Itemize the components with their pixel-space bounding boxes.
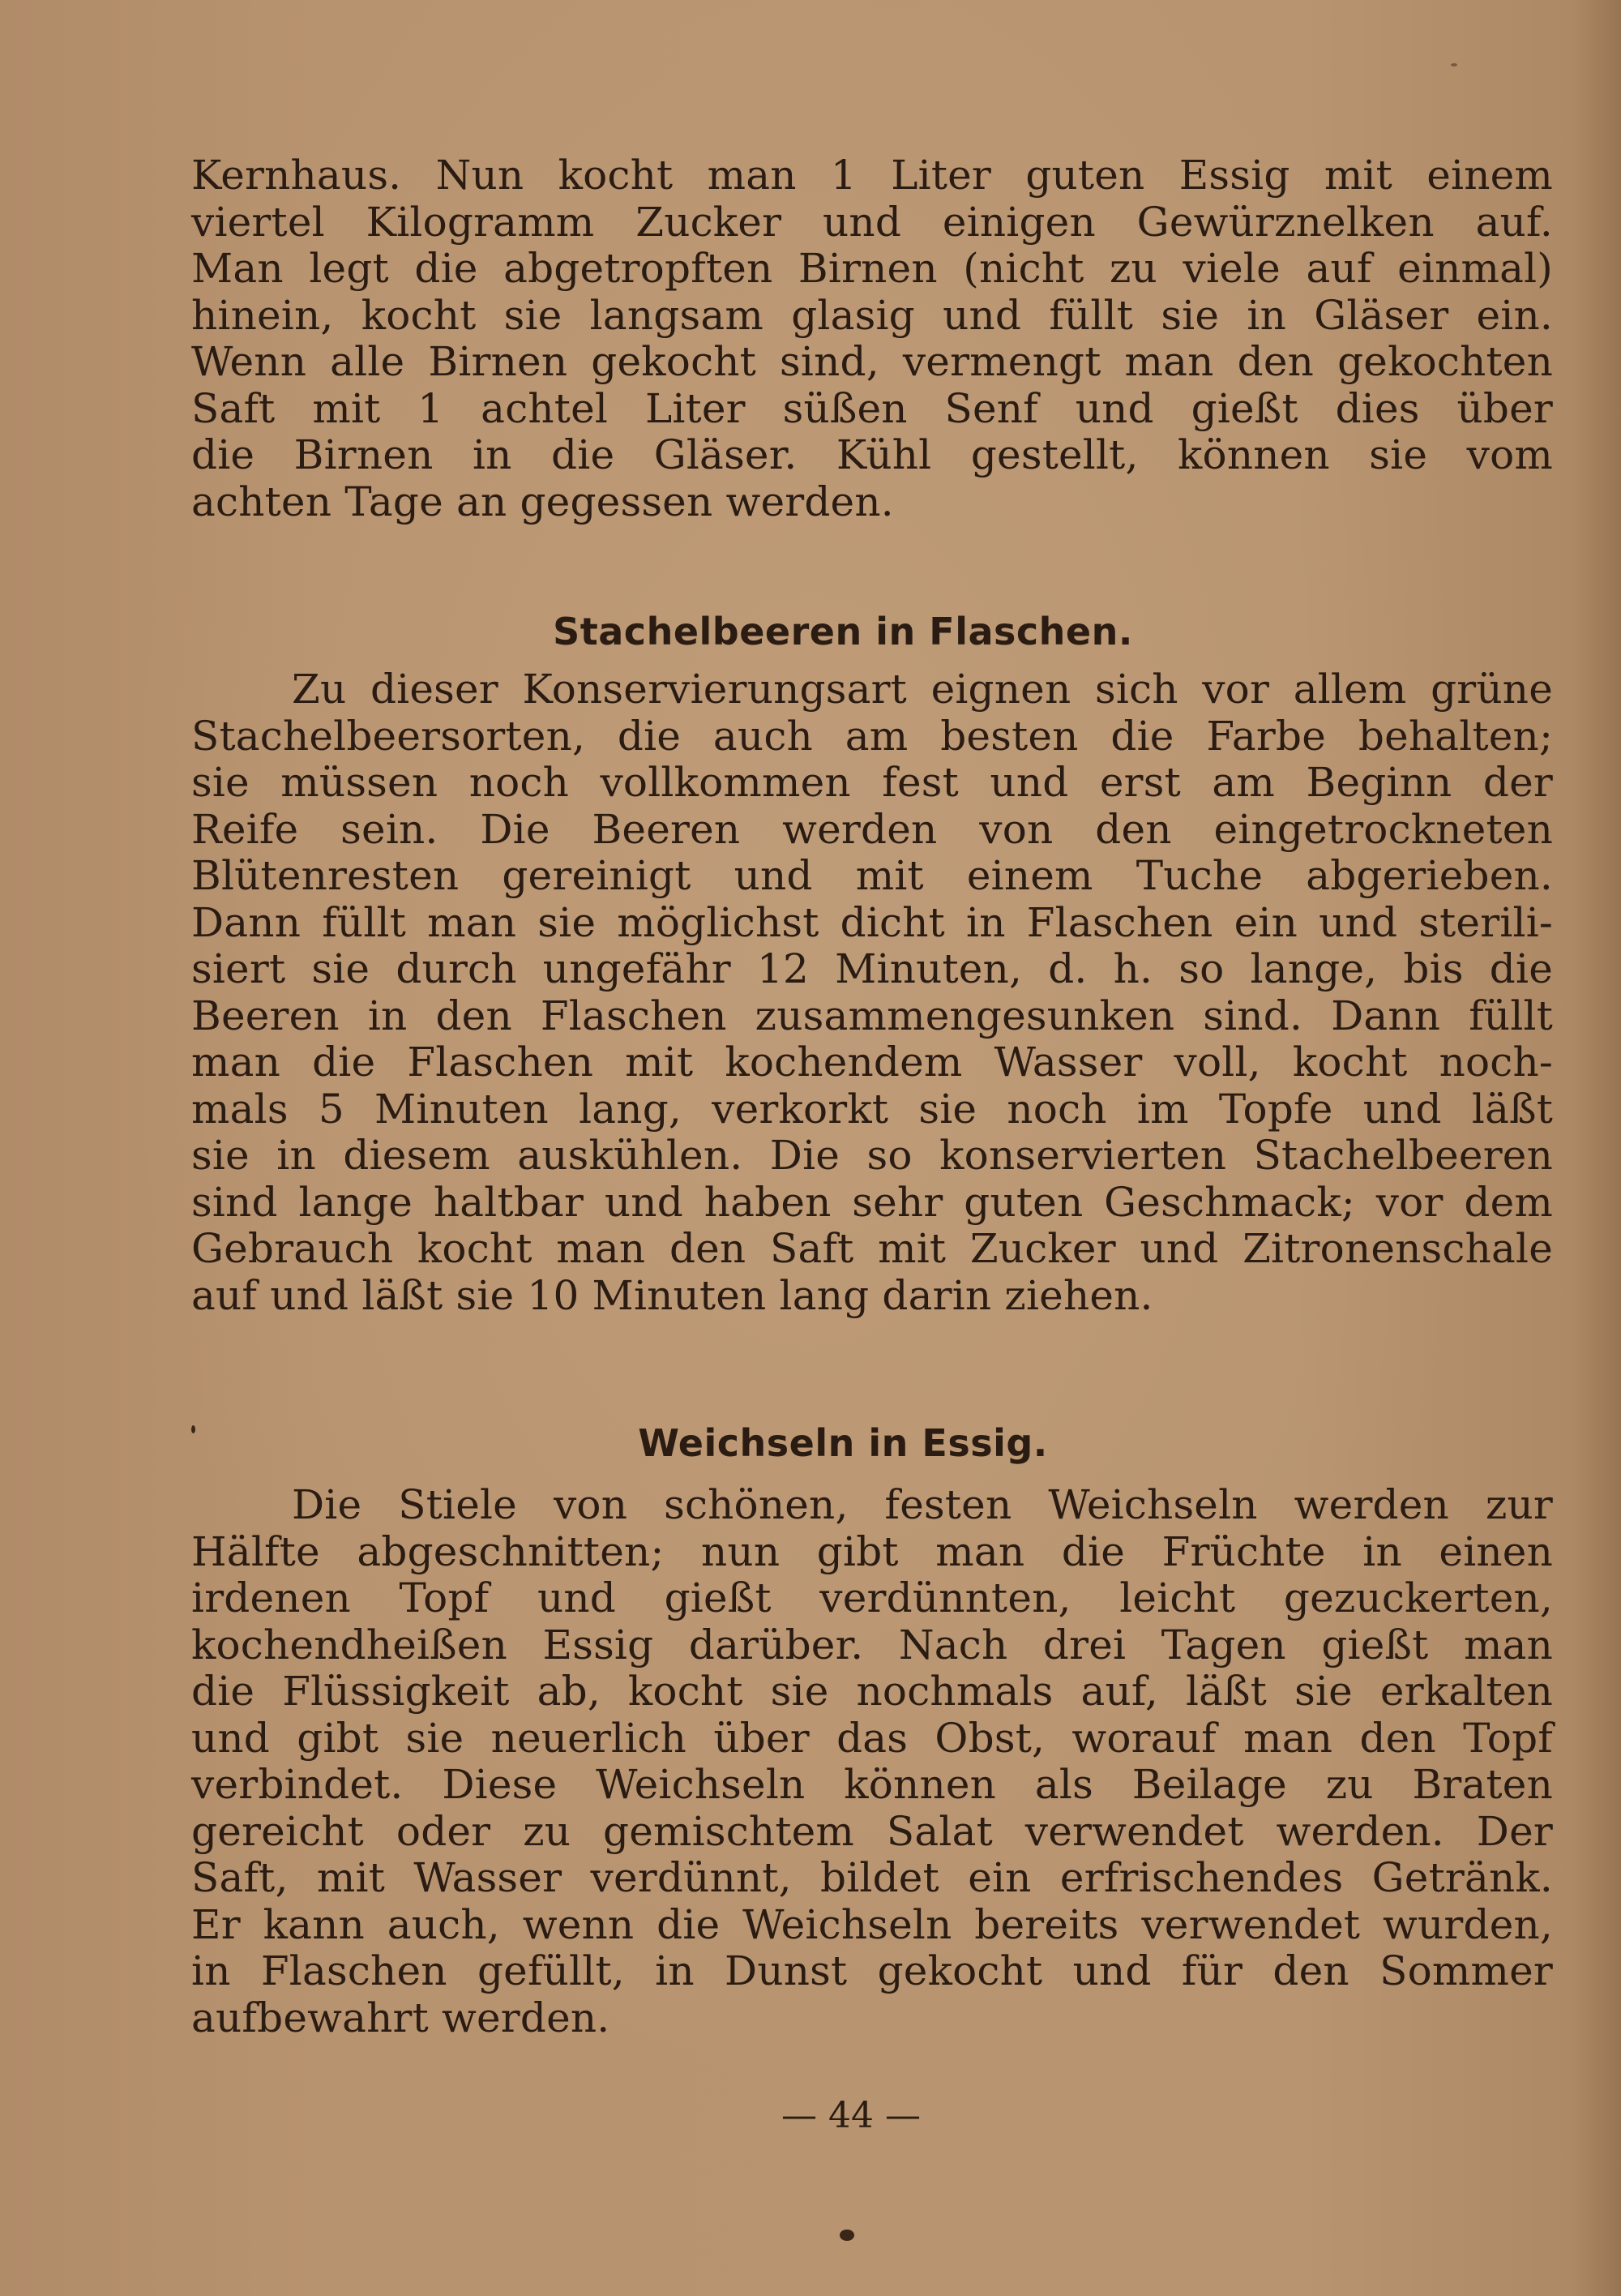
ink-speck — [840, 2230, 854, 2241]
text-line: aufbewahrt werden. — [191, 1994, 610, 2041]
text-line: Saft mit 1 achtel Liter süßen Senf und gießt dies über — [191, 384, 1553, 432]
text-line: in Flaschen gefüllt, in Dunst gekocht und für den Sommer — [191, 1947, 1553, 1994]
text-line: verbindet. Diese Weichseln können als Beilage zu Braten — [191, 1761, 1553, 1808]
page-number: — 44 — — [781, 2095, 921, 2136]
text-line: sind lange haltbar und haben sehr guten Geschmack; vor dem — [191, 1178, 1553, 1226]
text-line: und gibt sie neuerlich über das Obst, worauf man den Topf — [191, 1714, 1553, 1762]
text-line: Beeren in den Flaschen zusammengesunken sind. Dann füllt — [191, 992, 1553, 1039]
text-line: Man legt die abgetropften Birnen (nicht zu viele auf einmal) — [191, 245, 1553, 292]
ink-speck — [1451, 63, 1457, 66]
text-line: kochendheißen Essig darüber. Nach drei Tagen gießt man — [191, 1621, 1553, 1668]
stachelbeeren-paragraph — [191, 666, 1553, 1319]
text-line: Er kann auch, wenn die Weichseln bereits verwendet wurden, — [191, 1900, 1553, 1948]
text-line: Zu dieser Konservierungsart eignen sich vor allem grüne — [292, 666, 1553, 713]
weichseln-paragraph — [191, 1482, 1553, 2041]
text-line: viertel Kilogramm Zucker und einigen Gewürznelken auf. — [191, 198, 1553, 246]
text-line: Stachelbeersorten, die auch am besten die Farbe behalten; — [191, 712, 1553, 760]
text-line: Kernhaus. Nun kocht man 1 Liter guten Essig mit einem — [191, 152, 1553, 199]
text-line: achten Tage an gegessen werden. — [191, 478, 894, 525]
text-line: man die Flaschen mit kochendem Wasser voll, kocht noch- — [191, 1039, 1553, 1086]
text-line: siert sie durch ungefähr 12 Minuten, d. h. so lange, bis die — [191, 945, 1553, 992]
text-line: sie müssen noch vollkommen fest und erst am Beginn der — [191, 759, 1553, 806]
text-line: hinein, kocht sie langsam glasig und füllt sie in Gläser ein. — [191, 291, 1553, 339]
text-line: mals 5 Minuten lang, verkorkt sie noch im Topfe und läßt — [191, 1085, 1553, 1133]
text-line: Gebrauch kocht man den Saft mit Zucker und Zitronenschale — [191, 1225, 1553, 1272]
text-line: Wenn alle Birnen gekocht sind, vermengt man den gekochten — [191, 338, 1553, 385]
text-line: Hälfte abgeschnitten; nun gibt man die Früchte in einen — [191, 1527, 1553, 1575]
text-line: Die Stiele von schönen, festen Weichseln werden zur — [292, 1481, 1553, 1528]
text-line: irdenen Topf und gießt verdünnten, leicht gezuckerten, — [191, 1574, 1553, 1621]
page-edge-shadow — [1572, 0, 1621, 2296]
text-line: auf und läßt sie 10 Minuten lang darin ziehen. — [191, 1271, 1153, 1319]
text-line: Reife sein. Die Beeren werden von den eingetrockneten — [191, 805, 1553, 853]
text-line: Saft, mit Wasser verdünnt, bildet ein erfrischendes Getränk. — [191, 1854, 1553, 1901]
section-heading-stachelbeeren: Stachelbeeren in Flaschen. — [553, 610, 1133, 653]
ink-speck — [191, 1425, 195, 1433]
text-line: die Birnen in die Gläser. Kühl gestellt, können sie vom — [191, 431, 1553, 478]
text-line: die Flüssigkeit ab, kocht sie nochmals auf, läßt sie erkalten — [191, 1668, 1553, 1715]
intro-paragraph — [191, 152, 1553, 525]
text-line: gereicht oder zu gemischtem Salat verwendet werden. Der — [191, 1807, 1553, 1855]
text-line: sie in diesem auskühlen. Die so konservierten Stachelbeeren — [191, 1132, 1553, 1179]
text-line: Blütenresten gereinigt und mit einem Tuche abgerieben. — [191, 852, 1553, 899]
text-line: Dann füllt man sie möglichst dicht in Flaschen ein und sterili- — [191, 898, 1553, 946]
section-heading-weichseln: Weichseln in Essig. — [638, 1421, 1048, 1465]
